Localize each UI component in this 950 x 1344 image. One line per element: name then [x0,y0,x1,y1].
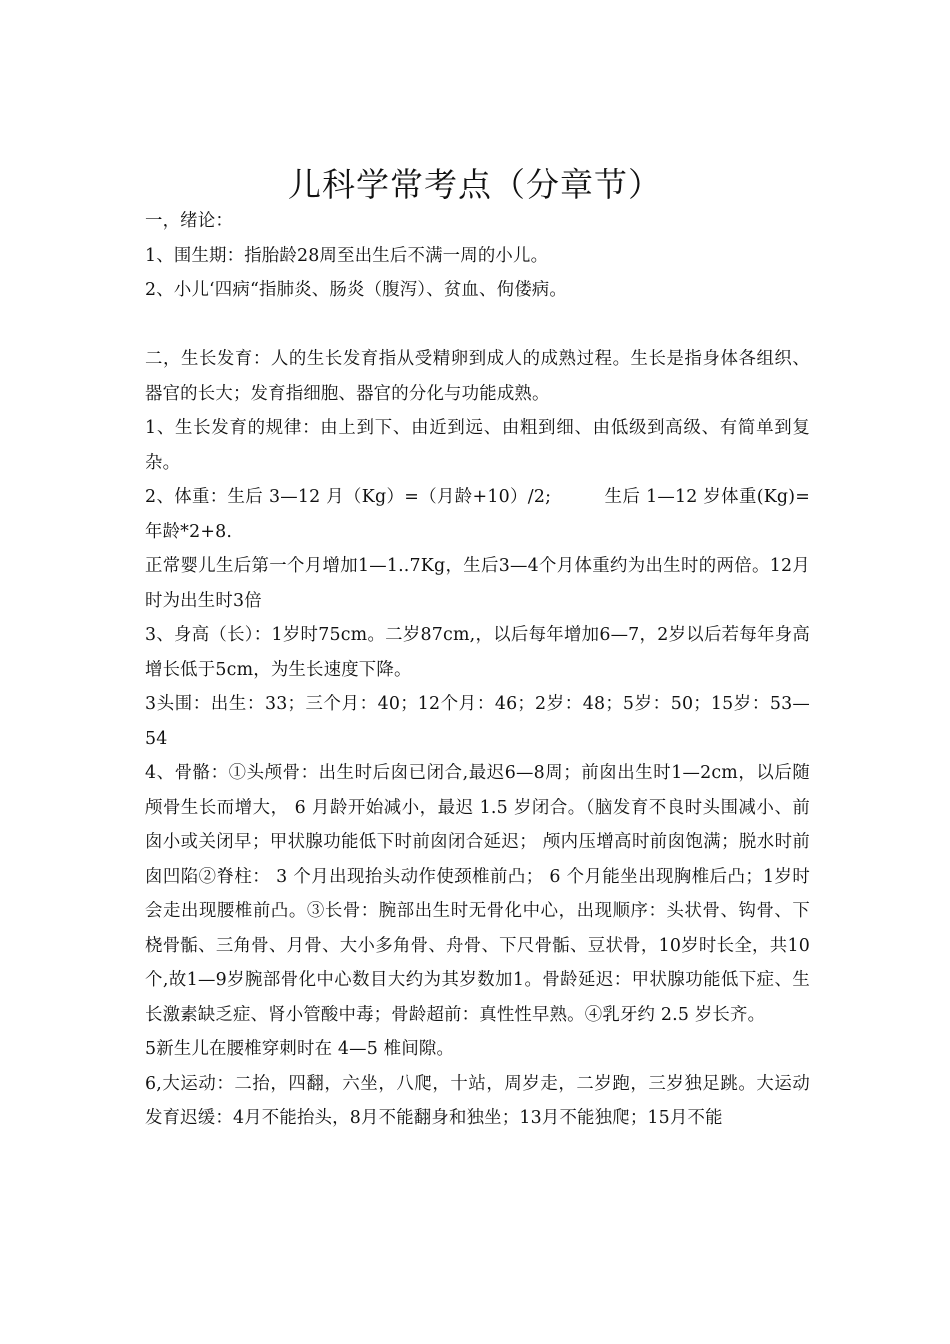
paragraph-lumbar-puncture: 5新生儿在腰椎穿刺时在 4—5 椎间隙。 [145,1039,455,1059]
paragraph-skeleton: 4、骨骼：①头颅骨：出生时后囱已闭合,最迟6—8周；前囱出生时1—2cm，以后随颅骨生长而增大， 6 月龄开始减小，最迟 1.5 岁闭合。（脑发育不良时头围减小、前囱小或关闭早；甲状腺功能低下时前囱闭合延迟； 颅内压增高时前囱饱满；脱水时前囱凹陷②脊柱： 3 个月出现抬头动作使颈椎前凸； 6 个月能坐出现胸椎后凸；1岁时会走出现腰椎前凸。③长骨：腕部出生时无骨化中心，出现顺序：头状骨、钩骨、下桡骨骺、三角骨、月骨、大小多角骨、舟骨、下尺骨骺、豆状骨，10岁时长全，共10个,故1—9岁腕部骨化中心数目大约为其岁数加1。骨龄延迟：甲状腺功能低下症、生长激素缺乏症、肾小管酸中毒；骨龄超前：真性性早熟。④乳牙约 2.5 岁长齐。 [145,763,810,1025]
section-heading-growth-development: 二，生长发育：人的生长发育指从受精卵到成人的成熟过程。生长是指身体各组织、器官的长大；发育指细胞、器官的分化与功能成熟。 [145,349,810,404]
paragraph-growth-rules: 1、生长发育的规律：由上到下、由近到远、由粗到细、由低级到高级、有简单到复杂。 [145,418,810,473]
paragraph-body-weight: 2、体重：生后 3—12 月（Kg）=（月龄+10）/2; 生后 1—12 岁体重(Kg)= 年龄*2+8. [145,487,810,542]
paragraph-gross-motor: 6,大运动：二抬，四翻，六坐，八爬，十站，周岁走，二岁跑，三岁独足跳。大运动发育迟缓：4月不能抬头，8月不能翻身和独坐；13月不能独爬；15月不能 [145,1073,810,1128]
document-body [145,204,810,1136]
paragraph-body-height: 3、身高（长）：1岁时75cm。二岁87cm,，以后每年增加6—7，2岁以后若每年身高增长低于5cm，为生长速度下降。 [145,625,810,680]
paragraph-spacer [145,308,810,343]
paragraph-four-diseases: 2、小儿‘四病“指肺炎、肠炎（腹泻）、贫血、佝偻病。 [145,280,567,300]
page-title: 儿科学常考点（分章节） [288,165,662,205]
paragraph-infant-weight-gain: 正常婴儿生后第一个月增加1—1..7Kg，生后3—4个月体重约为出生时的两倍。12月时为出生时3倍 [145,556,810,611]
paragraph-perinatal-period: 1、围生期：指胎龄28周至出生后不满一周的小儿。 [145,245,549,266]
paragraph-head-circumference: 3头围：出生：33；三个月：40；12个月：46；2岁：48；5岁：50；15岁：53—54 [145,694,810,749]
section-heading-introduction: 一，绪论： [145,211,233,231]
